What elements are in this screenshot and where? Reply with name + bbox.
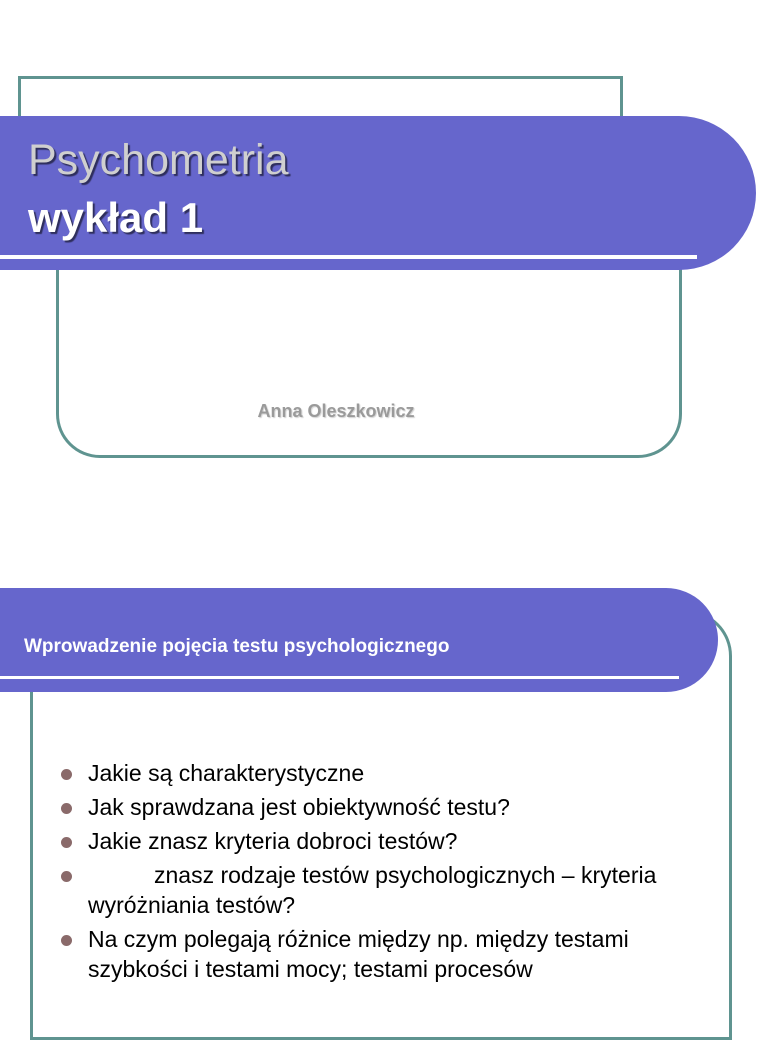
bullet-dot-icon	[61, 935, 72, 946]
slide1-title: Psychometria	[28, 136, 289, 184]
list-item	[58, 758, 718, 788]
list-item	[58, 792, 718, 822]
list-item-text: Na czym polegają różnice między np. między testami szybkości i testami mocy; testami procesów	[88, 926, 629, 982]
list-item	[58, 924, 718, 984]
bullet-dot-icon	[61, 871, 72, 882]
slide2-bullet-list	[58, 758, 718, 988]
bullet-dot-icon	[61, 803, 72, 814]
slide1-subtitle: wykład 1	[28, 194, 204, 241]
bullet-dot-icon	[61, 837, 72, 848]
bullet-dot-icon	[61, 769, 72, 780]
list-item-text: Jakie znasz kryteria dobroci testów?	[88, 828, 458, 854]
slide1-banner-divider	[0, 255, 697, 259]
list-item-text: znasz rodzaje testów psychologicznych – kryteria wyróżniania testów?	[88, 862, 657, 918]
slide2-heading: Wprowadzenie pojęcia testu psychologicznego	[24, 636, 450, 657]
list-item	[58, 826, 718, 856]
list-item-text: Jakie są charakterystyczne	[88, 760, 365, 786]
slide2-banner-divider	[0, 676, 679, 679]
list-item	[58, 860, 718, 920]
slide1-author: Anna Oleszkowicz	[257, 401, 415, 421]
list-item-text: Jak sprawdzana jest obiektywność testu?	[88, 794, 510, 820]
slide1-frame-bottom	[56, 240, 682, 458]
